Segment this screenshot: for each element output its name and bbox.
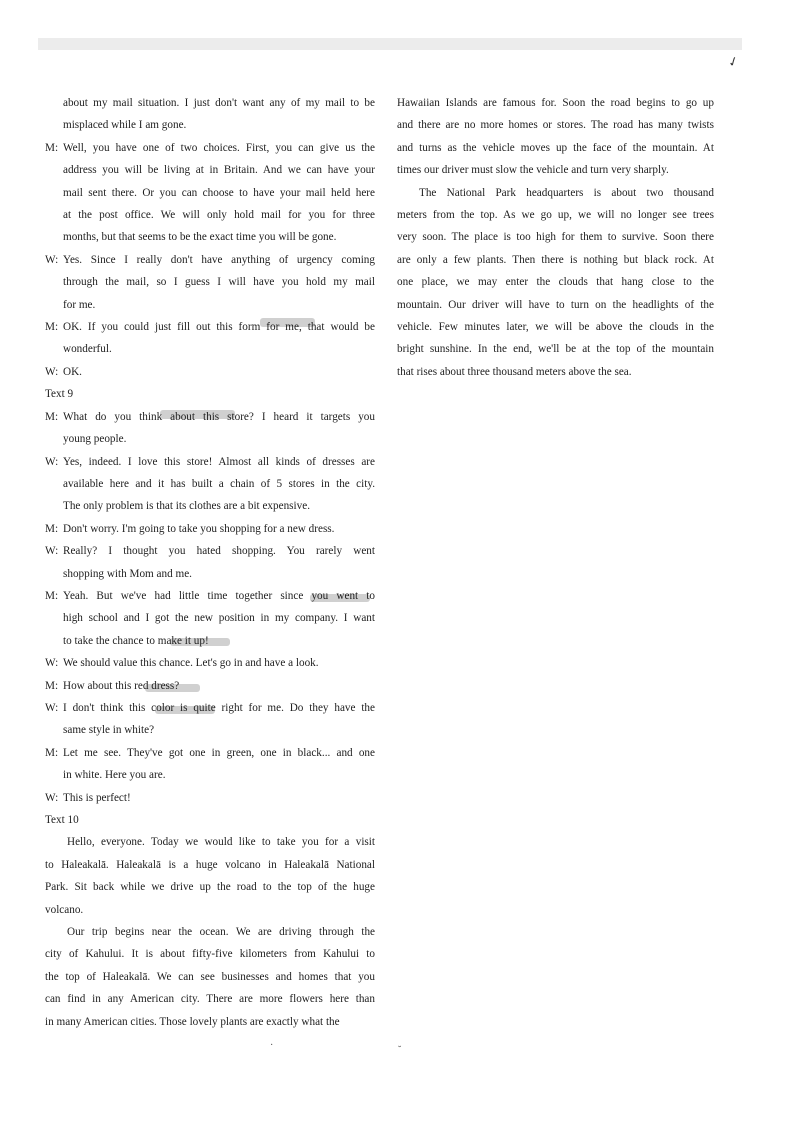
dialogue-line: OK. If you could just fill out this form for me, that would be [63,321,375,334]
dialogue-line: wonderful. [63,343,112,356]
text10-paragraph-2-continued [397,92,714,182]
speaker-label: W: [45,545,59,558]
dialogue-line: OK. [63,365,82,378]
speaker-label: W: [45,657,59,670]
text10-paragraph-1 [45,831,375,921]
dialogue-turn [45,742,375,787]
dialogue-line: months, but that seems to be the exact time you will be gone. [63,231,337,244]
dialogue-line: Well, you have one of two choices. First, you can give us the [63,141,375,154]
left-column [45,92,375,1033]
text-line: misplaced while I am gone. [63,119,187,132]
dialogue-turn [45,585,375,652]
text-line: volcano. [45,903,84,916]
dialogue-turn [45,361,375,383]
text-line: vehicle. Few minutes later, we will be above the clouds in the [397,321,714,334]
page-dot: · [270,1040,274,1051]
dialogue-line: young people. [63,433,127,446]
dialogue-line: in white. Here you are. [63,769,166,782]
speaker-label: W: [45,791,59,804]
text-line: that rises about three thousand meters above the sea. [397,365,632,378]
text-line: and turns as the vehicle moves up the face of the mountain. At [397,141,714,154]
dialogue-turn [45,249,375,316]
dialogue-line: Really? I thought you hated shopping. You rarely went [63,545,375,558]
text-line: can find in any American city. There are more flowers here than [45,993,375,1006]
dialogue-line: Yes. Since I really don't have anything of urgency coming [63,253,375,266]
text10-paragraph-2 [45,921,375,1033]
dialogue-turn [45,787,375,809]
dialogue-line: Yes, indeed. I love this store! Almost all kinds of dresses are [63,455,375,468]
speaker-label: W: [45,455,59,468]
text-line: about my mail situation. I just don't want any of my mail to be [63,97,375,109]
dialogue-line: high school and I got the new position in my company. I want [63,612,375,625]
dialogue-turn [45,518,375,540]
dialogue-line: What do you think about this store? I heard it targets you [63,410,375,423]
text-line: Our trip begins near the ocean. We are driving through the [67,926,375,939]
corner-mark: ✓ [725,52,741,71]
dialogue-line: How about this red dress? [63,679,180,692]
text-line: Hawaiian Islands are famous for. Soon the road begins to go up [397,97,714,109]
dialogue-turn [45,697,375,742]
speaker-label: M: [45,141,59,154]
text-line: in many American cities. Those lovely plants are exactly what the [45,1015,340,1028]
dialogue-line: address you will be living at in Britain. And we can have your [63,164,375,177]
text-line: very soon. The place is too high for them to survive. Soon there [397,231,714,244]
dialogue-turns-text9 [45,406,375,809]
dialogue-line: to take the chance to make it up! [63,634,209,647]
dialogue-line: shopping with Mom and me. [63,567,192,580]
dialogue-line: at the post office. We will only hold mail for you for three [63,209,375,222]
dialogue-turn [45,540,375,585]
dialogue-line: I don't think this color is quite right for me. Do they have the [63,701,375,714]
speaker-label: M: [45,589,59,602]
page-top-band [38,38,742,50]
text-line: are only a few plants. Then there is nothing but black rock. At [397,253,714,266]
dialogue-turn [45,451,375,518]
speaker-label: M: [45,746,59,759]
speaker-label: W: [45,701,59,714]
text-line: one place, we may enter the clouds that hang close to the [397,276,714,289]
dialogue-line: through the mail, so I guess I will have you hold my mail [63,276,375,289]
text-line: to Haleakalā. Haleakalā is a huge volcano in Haleakalā National [45,858,375,871]
dialogue-line: same style in white? [63,724,155,737]
page-dot: ˘ [398,1045,402,1056]
dialogue-continuation [45,92,375,137]
dialogue-turn [45,675,375,697]
dialogue-line: Yeah. But we've had little time together since you went to [63,589,375,602]
dialogue-line: We should value this chance. Let's go in and have a look. [63,657,319,670]
dialogue-line: The only problem is that its clothes are a bit expensive. [63,500,310,513]
dialogue-turn [45,316,375,361]
right-column [397,92,714,383]
text-line: city of Kahului. It is about fifty-five kilometers from Kahului to [45,948,375,961]
text-line: the top of Haleakalā. We can see businesses and homes that you [45,970,375,983]
speaker-label: M: [45,522,59,535]
speaker-label: M: [45,410,59,423]
dialogue-turn [45,137,375,249]
dialogue-line: This is perfect! [63,791,131,804]
speaker-label: M: [45,679,59,692]
dialogue-turn [45,406,375,451]
speaker-label: W: [45,253,59,266]
speaker-label: W: [45,365,59,378]
dialogue-turns-text8 [45,137,375,383]
dialogue-line: mail sent there. Or you can choose to have your mail held here [63,186,375,199]
dialogue-turn [45,652,375,674]
text-line: The National Park headquarters is about two thousand [419,186,714,199]
text10-heading: Text 10 [45,814,79,826]
speaker-label: M: [45,321,59,334]
dialogue-line: available here and it has built a chain of 5 stores in the city. [63,477,375,490]
text-line: mountain. Our driver will have to turn on the headlights of the [397,298,714,311]
dialogue-line: for me. [63,298,96,311]
text-line: bright sunshine. In the end, we'll be at the top of the mountain [397,343,714,356]
text-line: Park. Sit back while we drive up the road to the top of the huge [45,881,375,894]
text-line: Hello, everyone. Today we would like to take you for a visit [67,836,375,849]
text9-heading: Text 9 [45,388,74,401]
text-line: times our driver must slow the vehicle and turn very sharply. [397,164,669,177]
dialogue-line: Don't worry. I'm going to take you shopping for a new dress. [63,522,335,535]
text-line: and there are no more homes or stores. The road has many twists [397,119,714,132]
text-line: meters from the top. As we go up, we will no longer see trees [397,209,714,222]
text10-paragraph-3 [397,182,714,384]
dialogue-line: Let me see. They've got one in green, one in black... and one [63,746,375,759]
